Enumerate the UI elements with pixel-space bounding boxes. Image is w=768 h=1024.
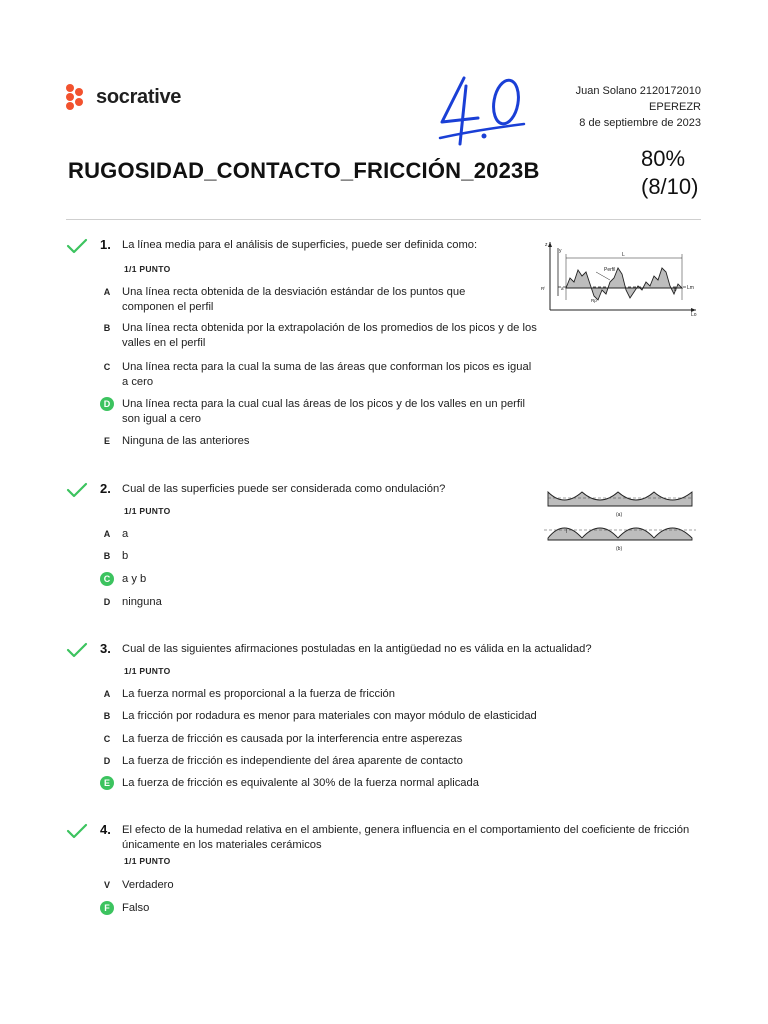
option-letter: D — [103, 597, 111, 607]
waviness-figure — [544, 486, 696, 556]
option-text: Una línea recta para la cual la suma de las áreas que conforman los picos es igual a cero — [122, 361, 532, 388]
student-info — [576, 83, 701, 131]
fig-label-lo: Lo — [691, 312, 697, 318]
question-points: 1/1 PUNTO — [124, 666, 171, 676]
option-letter-correct: F — [100, 901, 114, 915]
option-letter: A — [103, 529, 111, 539]
fig-label-y: y — [559, 248, 562, 254]
option-letter: D — [103, 756, 111, 766]
question-number: 3. — [100, 641, 111, 656]
option-letter: B — [103, 551, 111, 561]
option-text: Una línea recta obtenida por la extrapolación de los promedios de los picos y de los valles en el perfil — [122, 322, 537, 349]
fig-label-L: L — [622, 252, 625, 258]
question-number: 2. — [100, 481, 111, 496]
option-text: Verdadero — [122, 879, 174, 891]
brand-name: socrative — [96, 85, 182, 108]
option-d[interactable] — [100, 754, 680, 769]
socrative-logo — [66, 84, 181, 110]
fig-label-b: b — [674, 287, 677, 292]
option-c[interactable] — [100, 360, 540, 390]
fig-label-ri: Rⁱ — [541, 286, 546, 291]
option-letter-correct: E — [100, 776, 114, 790]
option-text: Ninguna de las anteriores — [122, 435, 250, 447]
question-points: 1/1 PUNTO — [124, 856, 171, 866]
question-points: 1/1 PUNTO — [124, 264, 171, 274]
quiz-title: RUGOSIDAD_CONTACTO_FRICCIÓN_2023B — [68, 158, 540, 183]
option-text: La fuerza de fricción es independiente del área aparente de contacto — [122, 755, 463, 767]
option-text: La fuerza de fricción es causada por la interferencia entre asperezas — [122, 733, 463, 745]
fig-label-b: (b) — [616, 546, 623, 552]
option-d[interactable] — [100, 397, 540, 427]
option-a[interactable] — [100, 285, 540, 315]
surface-profile-figure — [536, 238, 702, 320]
question-points: 1/1 PUNTO — [124, 506, 171, 516]
question-text: La línea media para el análisis de superficies, puede ser definida como: — [122, 239, 478, 251]
question-text: El efecto de la humedad relativa en el ambiente, genera influencia en el comportamiento del coeficiente de fricción únicamente en los materiales cerámicos — [122, 824, 690, 851]
header-divider — [66, 219, 701, 220]
option-text: Una línea recta para la cual cual las áreas de los picos y de los valles en un perfil son igual a cero — [122, 398, 525, 425]
question-number: 1. — [100, 237, 111, 252]
fig-label-lm: Lm — [687, 285, 694, 291]
option-letter: B — [103, 323, 111, 333]
option-letter: E — [103, 436, 110, 446]
option-a[interactable] — [100, 527, 540, 542]
option-letter-correct: C — [100, 572, 114, 586]
fig-label-a: (a) — [616, 512, 623, 518]
score-percent: 80% — [641, 146, 686, 171]
option-text: Una línea recta obtenida de la desviación estándar de los puntos que componen el perfil — [122, 286, 466, 313]
option-letter: A — [103, 689, 111, 699]
handwritten-grade — [436, 72, 536, 152]
question-text: Cual de las superficies puede ser considerada como ondulación? — [122, 483, 446, 495]
fig-label-a: a — [561, 286, 564, 291]
question-text: Cual de las siguientes afirmaciones postuladas en la antigüedad no es válida en la actualidad? — [122, 643, 592, 655]
option-text: La fuerza de fricción es equivalente al 30% de la fuerza normal aplicada — [122, 777, 479, 789]
option-letter: C — [103, 362, 111, 372]
option-e[interactable] — [100, 434, 540, 449]
option-letter-correct: D — [100, 397, 114, 411]
option-text: La fuerza normal es proporcional a la fuerza de fricción — [122, 688, 395, 700]
check-icon — [66, 238, 88, 254]
socrative-logo-icon — [66, 84, 90, 110]
student-name: Juan Solano 2120172010 — [575, 85, 701, 97]
fig-label-perfil: Perfil — [604, 267, 616, 273]
option-text: b — [122, 550, 129, 562]
option-verdadero[interactable] — [100, 878, 680, 893]
option-b[interactable] — [100, 321, 540, 351]
option-d[interactable] — [100, 595, 540, 610]
grade-mark-text: 4.0 — [436, 72, 438, 73]
option-e[interactable] — [100, 776, 680, 791]
option-letter: A — [103, 287, 111, 297]
teacher-name: EPEREZR — [649, 101, 701, 113]
fig-label-z: z — [545, 242, 548, 248]
option-text: La fricción por rodadura es menor para materiales con mayor módulo de elasticidad — [122, 710, 537, 722]
fig-label-rp: Rp — [591, 298, 597, 303]
option-text: a y b — [122, 573, 147, 585]
check-icon — [66, 642, 88, 658]
quiz-date: 8 de septiembre de 2023 — [579, 117, 701, 129]
option-letter: V — [103, 880, 110, 890]
option-b[interactable] — [100, 709, 680, 724]
option-falso[interactable] — [100, 901, 680, 916]
option-letter: B — [103, 711, 111, 721]
option-letter: C — [103, 734, 111, 744]
option-text: Falso — [122, 902, 150, 914]
option-c[interactable] — [100, 572, 540, 587]
score-fraction: (8/10) — [641, 174, 699, 199]
option-a[interactable] — [100, 687, 680, 702]
option-text: ninguna — [122, 596, 162, 608]
option-b[interactable] — [100, 549, 540, 564]
question-number: 4. — [100, 822, 111, 837]
option-text: a — [122, 528, 129, 540]
option-c[interactable] — [100, 732, 680, 747]
quiz-score — [641, 145, 698, 201]
check-icon — [66, 482, 88, 498]
check-icon — [66, 823, 88, 839]
fig-label-l: l — [566, 529, 568, 535]
